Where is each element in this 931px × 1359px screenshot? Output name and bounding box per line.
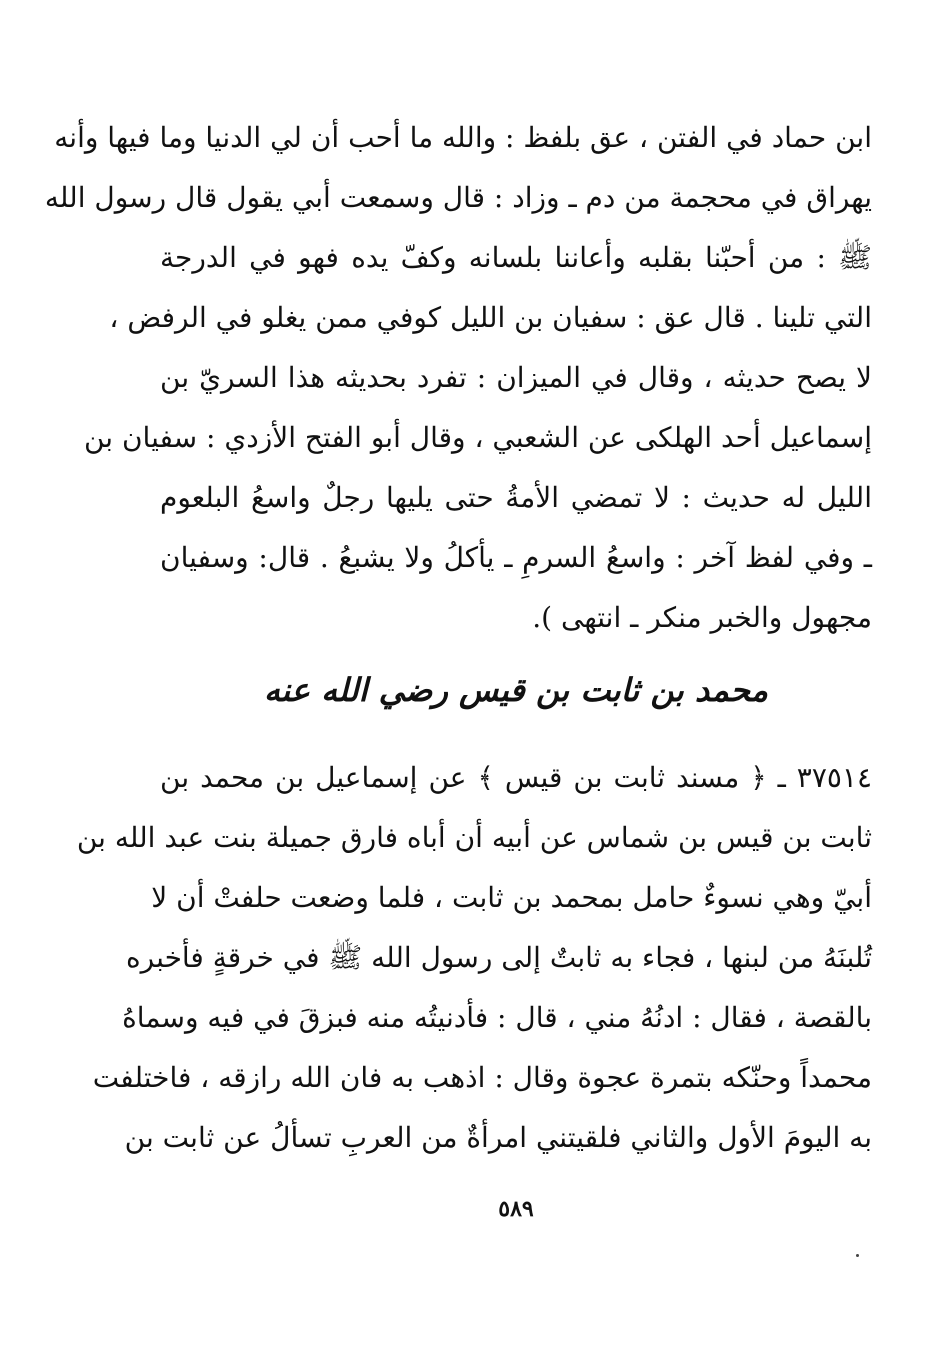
scan-speck [856, 1254, 859, 1257]
text-line: ـ وفي لفظ آخر : واسعُ السرمِ ـ يأكلُ ولا يشبعُ . قال: وسفيان [160, 541, 872, 574]
paragraph-1 [44, 108, 872, 648]
text-line: الليل له حديث : لا تمضي الأمةُ حتى يليها رجلٌ واسعُ البلعوم [160, 481, 872, 514]
text-line: إسماعيل أحد الهلكى عن الشعبي ، وقال أبو الفتح الأزدي : سفيان بن [83, 421, 872, 454]
text-line: تُلبنَهُ من لبنها ، فجاء به ثابتٌ إلى رسول الله ﷺ في خرقةٍ فأخبره [126, 941, 872, 974]
text-line: لا يصح حديثه ، وقال في الميزان : تفرد بحديثه هذا السريّ بن [160, 361, 872, 394]
text-line: أبيّ وهي نسوءٌ حامل بمحمد بن ثابت ، فلما وضعت حلفتْ أن لا [151, 881, 872, 914]
text-line: ابن حماد في الفتن ، عق بلفظ : والله ما أحب أن لي الدنيا وما فيها وأنه [54, 121, 872, 154]
text-line: يهراق في محجمة من دم ـ وزاد : قال وسمعت أبي يقول قال رسول الله [44, 181, 872, 214]
text-line: ﷺ : من أحبّنا بقلبه وأعاننا بلسانه وكفّ يده فهو في الدرجة [160, 241, 872, 274]
paragraph-2 [76, 748, 872, 1168]
section-heading: محمد بن ثابت بن قيس رضي الله عنه [264, 671, 768, 709]
text-line: مجهول والخبر منكر ـ انتهى ). [532, 601, 872, 634]
text-line: التي تلينا . قال عق : سفيان بن الليل كوفي ممن يغلو في الرفض ، [109, 301, 872, 334]
text-line: ٣٧٥١٤ ـ ﴿ مسند ثابت بن قيس ﴾ عن إسماعيل بن محمد بن [160, 761, 872, 794]
text-line: به اليومَ الأول والثاني فلقيتني امرأةٌ من العربِ تسألُ عن ثابت بن [124, 1121, 872, 1154]
text-line: ثابت بن قيس بن شماس عن أبيه أن أباه فارق جميلة بنت عبد الله بن [76, 821, 872, 854]
text-line: محمداً وحنّكه بتمرة عجوة وقال : اذهب به فان الله رازقه ، فاختلفت [92, 1061, 872, 1094]
page-number: ٥٨٩ [498, 1196, 534, 1222]
text-line: بالقصة ، فقال : ادنُهُ مني ، قال : فأدنيتُه منه فبزقَ في فيه وسماهُ [122, 1001, 872, 1034]
